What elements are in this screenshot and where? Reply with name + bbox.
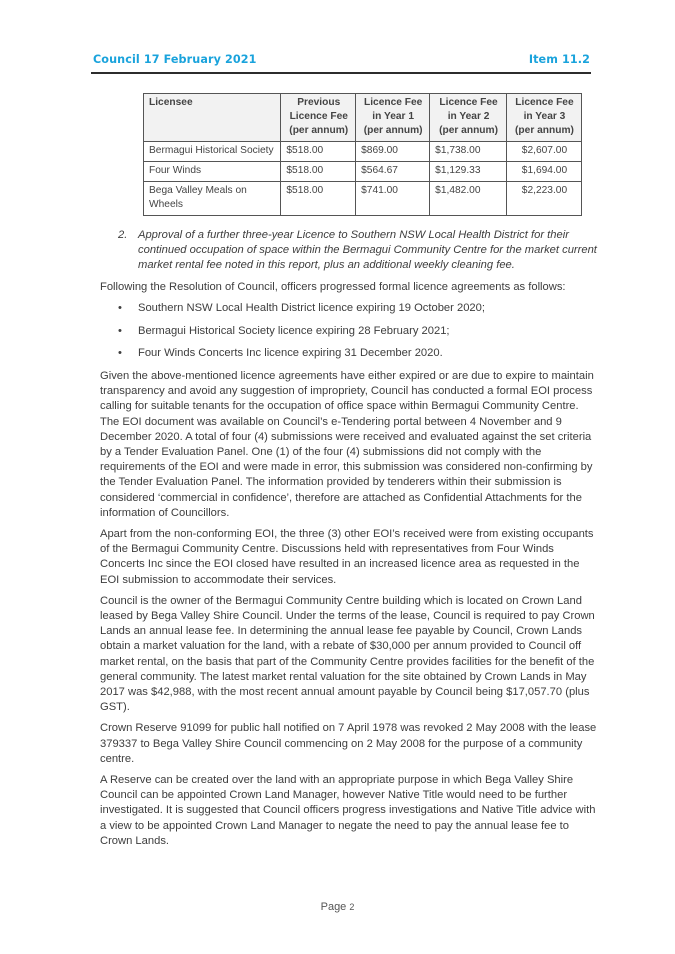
table-header-row xyxy=(144,94,582,142)
year-2-fee-cell: $1,738.00 xyxy=(430,142,507,162)
existing-occupants-paragraph: Apart from the non-conforming EOI, the three (3) other EOI’s received were from existing occupants of the Bermagui Community Centre. Discussions held with representatives from Four Winds Concerts Inc since the EOI closed have resulted in an increased licence area as requested in the EOI submission to accommodate their services. xyxy=(100,527,594,586)
page-label: Page xyxy=(320,901,347,913)
table-row xyxy=(144,182,582,216)
year-1-fee-cell: $869.00 xyxy=(356,142,430,162)
intro-paragraph: Following the Resolution of Council, officers progressed formal licence agreements as follows: xyxy=(100,280,566,293)
reserve-recommendation-paragraph: A Reserve can be created over the land with an appropriate purpose in which Bega Valley Shire Council can be appointed Crown Land Manager, however Native Title would need to be further investigated. It is suggested that Council officers progress investigations and Native Title advice with a view to be appointed Crown Land Manager to negate the need to pay the annual lease fee to Crown Lands. xyxy=(100,774,596,847)
previous-fee-cell: $518.00 xyxy=(281,142,356,162)
report-body xyxy=(100,228,600,855)
bullet-icon: • xyxy=(118,301,122,314)
header-divider xyxy=(91,72,591,74)
bullet-icon: • xyxy=(118,324,122,337)
meeting-date: Council 17 February 2021 xyxy=(93,53,257,66)
eoi-process-paragraph: Given the above-mentioned licence agreements have either expired or are due to expire to maintain transparency and avoid any suggestion of impropriety, Council has conducted a formal EOI process calling for suitable tenants for the occupation of office space within Bermagui Community Centre. The EOI document was available on Council’s e-Tendering portal between 4 November and 9 December 2020. A total of four (4) submissions were received and evaluated against the set criteria by a Tender Evaluation Panel. One (1) of the four (4) submissions did not comply with the requirements of the EOI and were made in error, this submission was considered non-confirming by the Tender Evaluation Panel. The information provided by tenderers within their submission is considered ‘commercial in confidence’, therefore are attached as Confidential Attachments for the information of Councillors. xyxy=(100,369,594,519)
year-2-fee-cell: $1,482.00 xyxy=(430,182,507,216)
column-header-licensee: Licensee xyxy=(144,94,281,142)
resolution-item xyxy=(100,228,600,274)
year-3-fee-cell: $2,607.00 xyxy=(506,142,581,162)
table-row xyxy=(144,142,582,162)
previous-fee-cell: $518.00 xyxy=(281,182,356,216)
licensee-cell: Bega Valley Meals on Wheels xyxy=(144,182,281,216)
item-number: Item 11.2 xyxy=(528,53,590,66)
licence-list xyxy=(100,301,600,362)
year-3-fee-cell: $2,223.00 xyxy=(506,182,581,216)
column-header-previous-fee: Previous Licence Fee (per annum) xyxy=(281,94,356,142)
previous-fee-cell: $518.00 xyxy=(281,162,356,182)
column-header-year-3: Licence Fee in Year 3 (per annum) xyxy=(506,94,581,142)
licence-fee-table xyxy=(143,93,582,216)
resolution-item-text: Approval of a further three-year Licence to Southern NSW Local Health District for their continued occupation of space within the Bermagui Community Centre for the market current market rental fee noted in this report, plus an additional weekly cleaning fee. xyxy=(138,229,597,272)
page-header xyxy=(93,53,590,71)
year-3-fee-cell: $1,694.00 xyxy=(506,162,581,182)
bullet-icon: • xyxy=(118,347,122,360)
crown-reserve-paragraph: Crown Reserve 91099 for public hall notified on 7 April 1978 was revoked 2 May 2008 with the lease 379337 to Bega Valley Shire Council commencing on 2 May 2008 for the purpose of a community centre. xyxy=(100,722,597,765)
year-2-fee-cell: $1,129.33 xyxy=(430,162,507,182)
licensee-cell: Four Winds xyxy=(144,162,281,182)
licensee-cell: Bermagui Historical Society xyxy=(144,142,281,162)
list-item: • Southern NSW Local Health District licence expiring 19 October 2020; xyxy=(100,301,600,316)
year-1-fee-cell: $741.00 xyxy=(356,182,430,216)
list-item: • Bermagui Historical Society licence expiring 28 February 2021; xyxy=(100,324,600,339)
page-number: 2 xyxy=(349,902,355,912)
resolution-item-number: 2. xyxy=(118,229,128,241)
lease-fee-paragraph: Council is the owner of the Bermagui Community Centre building which is located on Crown Land leased by Bega Valley Shire Council. Under the terms of the lease, Council is required to pay Crown Lands an annual lease fee. In determining the annual lease fee payable by Council, Crown Lands obtain a market valuation for the land, with a rebate of $30,000 per annum provided to Council off market rental, on the basis that part of the Community Centre provides facilities for the benefit of the general community. The latest market rental valuation for the site obtained by Crown Lands in May 2017 was $42,988, with the most recent annual amount payable by Council being $17,057.70 (plus GST). xyxy=(100,594,595,714)
column-header-year-1: Licence Fee in Year 1 (per annum) xyxy=(356,94,430,142)
column-header-year-2: Licence Fee in Year 2 (per annum) xyxy=(430,94,507,142)
year-1-fee-cell: $564.67 xyxy=(356,162,430,182)
page-footer xyxy=(0,901,675,913)
list-item: • Four Winds Concerts Inc licence expiring 31 December 2020. xyxy=(100,346,600,361)
table-row xyxy=(144,162,582,182)
